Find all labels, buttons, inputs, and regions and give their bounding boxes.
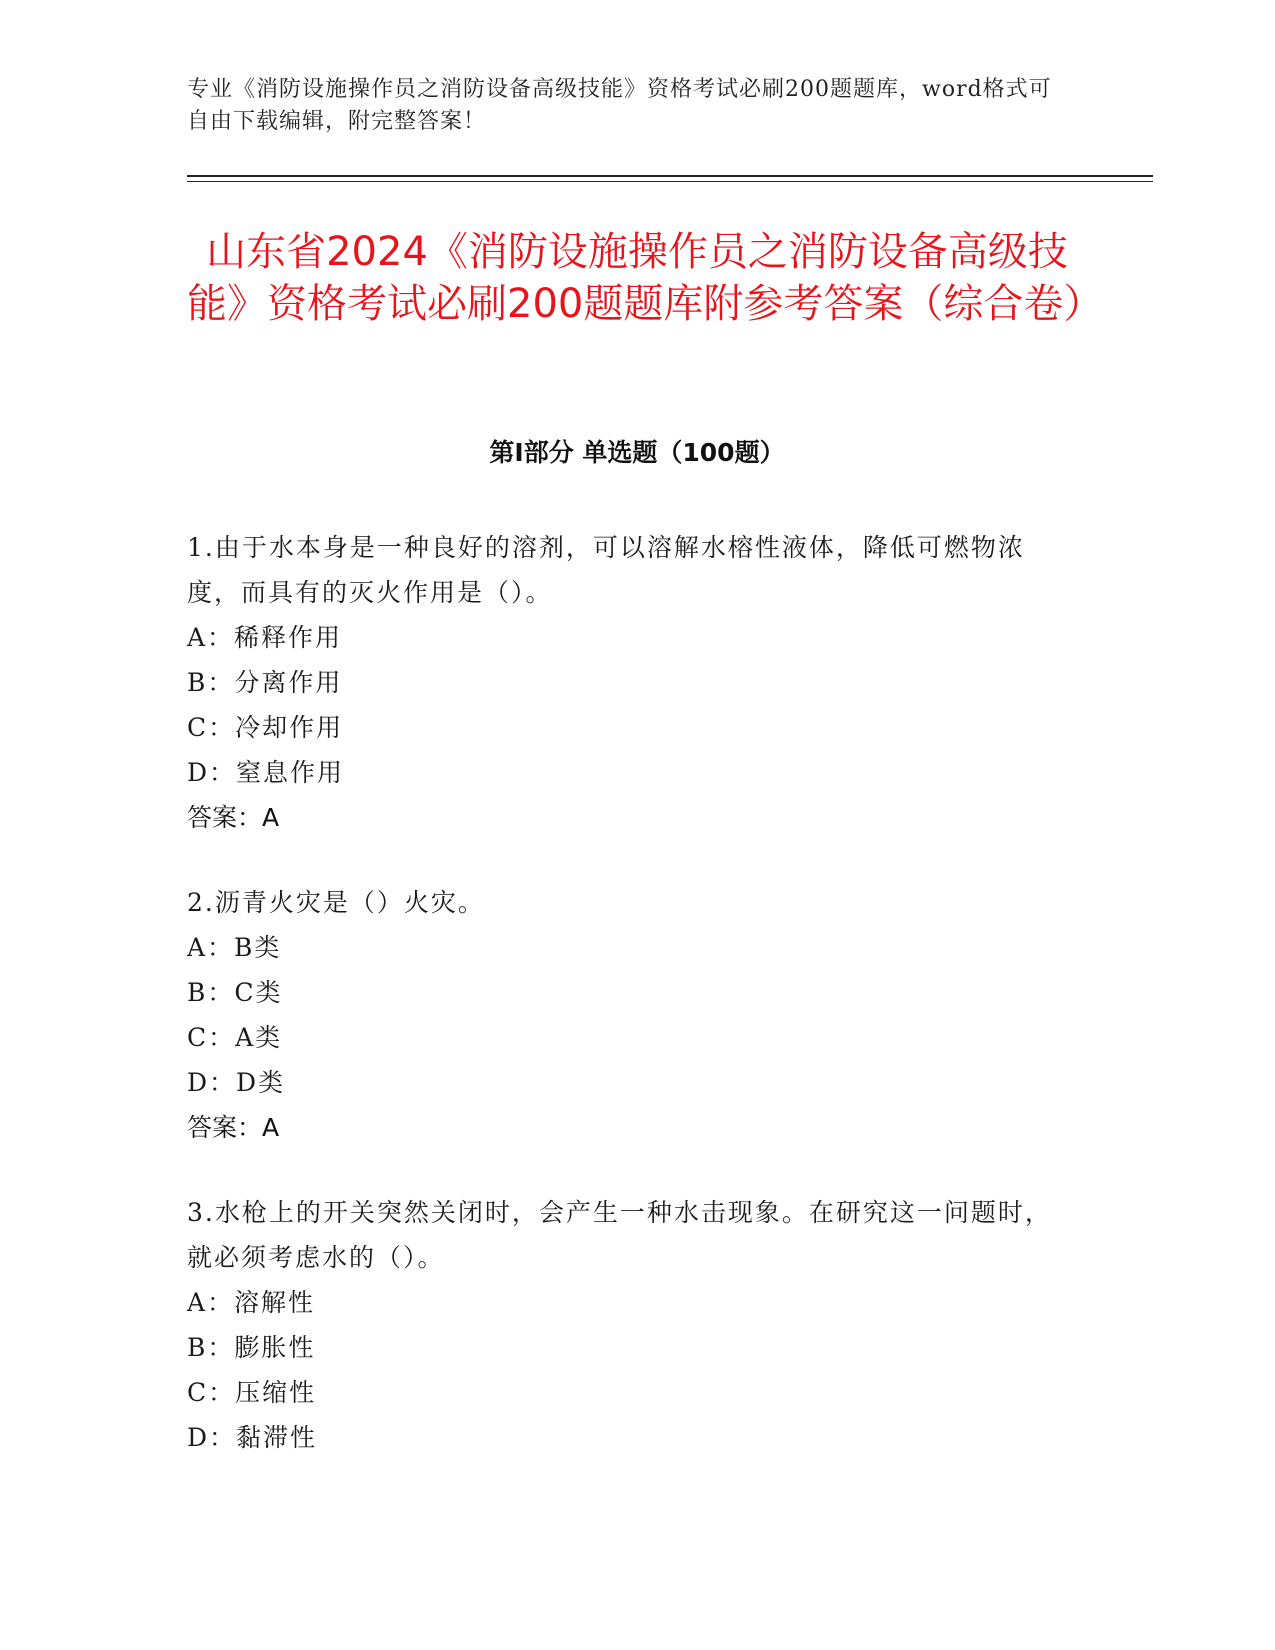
section-title: 第Ⅰ部分 单选题（100题） xyxy=(489,438,785,467)
question-stem: 3.水枪上的开关突然关闭时，会产生一种水击现象。在研究这一问题时，就必须考虑水的（）。 xyxy=(187,1198,1052,1272)
option-b: B：分离作用 xyxy=(187,668,343,697)
option-c: C：A类 xyxy=(187,1023,283,1052)
question-stem: 2.沥青火灾是（）火灾。 xyxy=(187,888,485,917)
option-a: A：稀释作用 xyxy=(187,623,343,652)
option-d: D：D类 xyxy=(187,1068,286,1097)
option-d: D：黏滞性 xyxy=(187,1423,318,1452)
question-3 xyxy=(187,1190,1067,1460)
header-divider-thick xyxy=(187,175,1153,177)
answer-line: 答案：A xyxy=(187,1113,280,1142)
option-c: C：冷却作用 xyxy=(187,713,344,742)
option-d: D：窒息作用 xyxy=(187,758,345,787)
question-list xyxy=(187,525,1067,1500)
question-1 xyxy=(187,525,1067,840)
answer-line: 答案：A xyxy=(187,803,280,832)
option-a: A：溶解性 xyxy=(187,1288,316,1317)
option-a: A：B类 xyxy=(187,933,282,962)
question-2 xyxy=(187,880,1067,1150)
option-c: C：压缩性 xyxy=(187,1378,317,1407)
option-b: B：膨胀性 xyxy=(187,1333,316,1362)
option-b: B：C类 xyxy=(187,978,283,1007)
question-stem: 1.由于水本身是一种良好的溶剂，可以溶解水榕性液体，降低可燃物浓度，而具有的灭火作用是（）。 xyxy=(187,533,1025,607)
header-divider-thin xyxy=(187,181,1153,182)
header-note: 专业《消防设施操作员之消防设备高级技能》资格考试必刷200题题库，word格式可自由下载编辑，附完整答案！ xyxy=(187,77,1052,134)
document-title: 山东省2024《消防设施操作员之消防设备高级技能》资格考试必刷200题题库附参考答案（综合卷） xyxy=(187,229,1104,327)
